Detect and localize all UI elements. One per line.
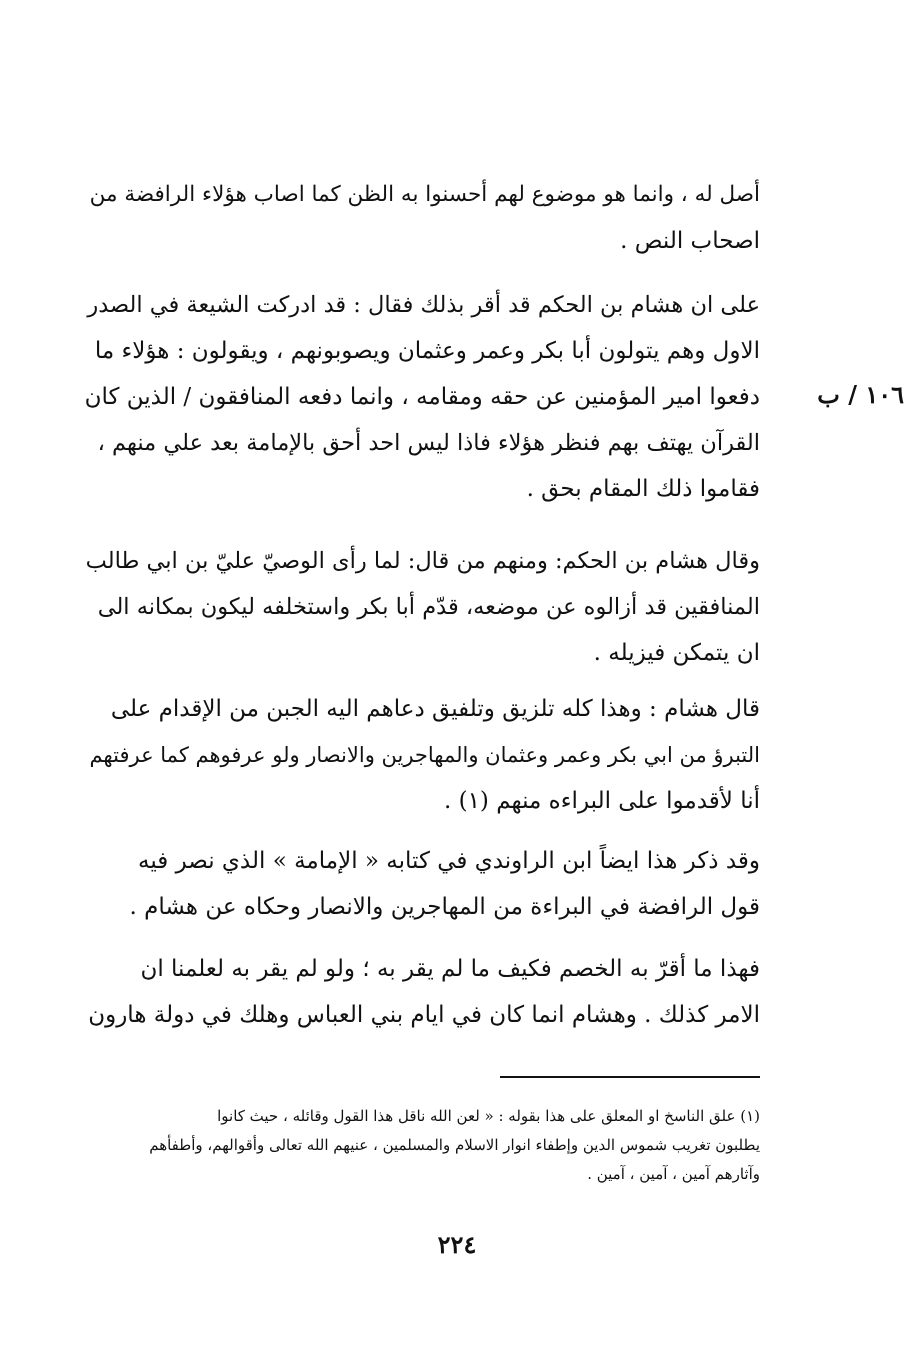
footnote-line: وآثارهم آمين ، آمين ، آمين .	[587, 1165, 760, 1183]
text-line: أنا لأقدموا على البراءه منهم (١) .	[443, 788, 760, 814]
paragraph-6	[84, 946, 760, 1038]
paragraph-4	[84, 686, 760, 824]
footnote-divider	[500, 1076, 760, 1078]
text-line: وقد ذكر هذا ايضاً ابن الراوندي في كتابه « الإمامة » الذي نصر فيه	[138, 848, 760, 874]
text-line: المنافقين قد أزالوه عن موضعه، قدّم أبا بكر واستخلفه ليكون بمكانه الى	[97, 594, 760, 620]
paragraph-5	[84, 838, 760, 930]
footnotes	[84, 1102, 760, 1189]
margin-folio-reference: ١٠٦ / ب	[817, 380, 904, 409]
text-line: قول الرافضة في البراءة من المهاجرين والانصار وحكاه عن هشام .	[129, 894, 760, 920]
text-line: اصحاب النص .	[620, 228, 760, 254]
text-line: الاول وهم يتولون أبا بكر وعمر وعثمان ويصوبونهم ، ويقولون : هؤلاء ما	[94, 338, 760, 364]
text-line: على ان هشام بن الحكم قد أقر بذلك فقال : قد ادركت الشيعة في الصدر	[87, 292, 760, 318]
text-line: ان يتمكن فيزيله .	[593, 640, 760, 666]
text-line: قال هشام : وهذا كله تلزيق وتلفيق دعاهم اليه الجبن من الإقدام على	[110, 696, 760, 722]
text-line: وقال هشام بن الحكم: ومنهم من قال: لما رأى الوصيّ عليّ بن ابي طالب	[85, 548, 760, 574]
text-line: دفعوا امير المؤمنين عن حقه ومقامه ، وانما دفعه المنافقون / الذين كان	[84, 384, 760, 410]
paragraph-1	[84, 172, 760, 264]
text-line: فهذا ما أقرّ به الخصم فكيف ما لم يقر به ؛ ولو لم يقر به لعلمنا ان	[140, 956, 760, 982]
paragraph-3	[84, 538, 760, 676]
text-line: القرآن يهتف بهم فنظر هؤلاء فاذا ليس احد أحق بالإمامة بعد علي منهم ،	[97, 430, 760, 456]
text-line: أصل له ، وانما هو موضوع لهم أحسنوا به الظن كما اصاب هؤلاء الرافضة من	[89, 182, 760, 207]
page-number: ٢٢٤	[437, 1230, 477, 1259]
text-line: التبرؤ من ابي بكر وعمر وعثمان والمهاجرين والانصار ولو عرفوهم كما عرفتهم	[89, 743, 760, 767]
text-line: فقاموا ذلك المقام بحق .	[526, 476, 760, 502]
footnote-line: يطلبون تغريب شموس الدين وإطفاء انوار الاسلام والمسلمين ، عنيهم الله تعالى وأقوالهم، وأطفأهم	[149, 1136, 760, 1154]
footnote-line: (١) علق الناسخ او المعلق على هذا بقوله : « لعن الله ناقل هذا القول وقائله ، حيث كانوا	[217, 1107, 760, 1125]
text-line: الامر كذلك . وهشام انما كان في ايام بني العباس وهلك في دولة هارون	[88, 1002, 760, 1028]
paragraph-2	[84, 282, 760, 512]
